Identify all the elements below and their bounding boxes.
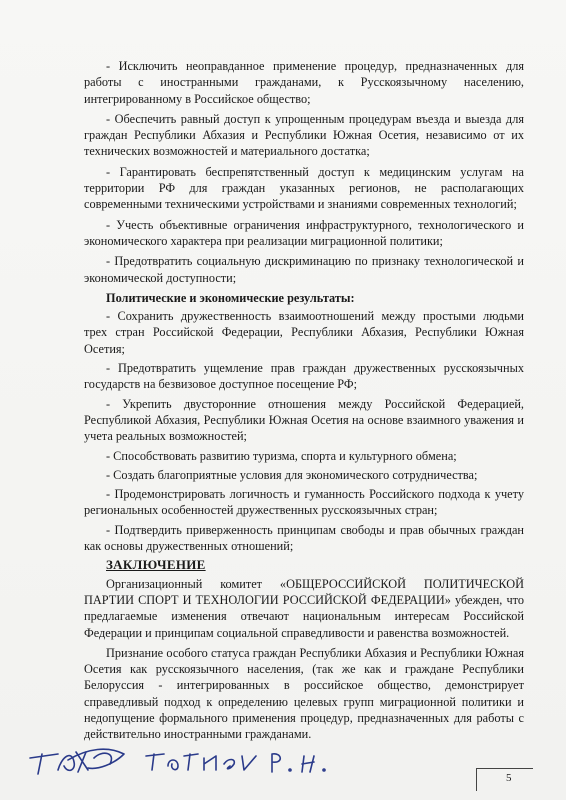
list-item: - Подтвердить приверженность принципам свободы и прав обычных граждан как основы дружественных отношений; (84, 522, 524, 554)
list-item: - Гарантировать беспрепятственный доступ к медицинским услугам на территории РФ для граждан указанных регионов, не располагающих современными техническими устройствами и знаниями современных технологий; (84, 164, 524, 212)
list-item: - Учесть объективные ограничения инфраструктурного, технологического и экономического характера при реализации миграционной политики; (84, 217, 524, 248)
signature-drawing-icon (28, 740, 358, 780)
page-number-label: 5 (506, 772, 512, 784)
document-body (84, 58, 524, 747)
list-item: - Продемонстрировать логичность и гуманность Российского подхода к учету региональных особенностей дружественных русскоязычных стран; (84, 487, 524, 518)
page-number-box (476, 768, 533, 791)
list-item: - Обеспечить равный доступ к упрощенным процедурам въезда и выезда для граждан Республики Абхазия и Республики Южная Осетия, независимо от их технических возможностей и материального достатка; (84, 111, 524, 159)
handwritten-signature (28, 740, 358, 780)
section-heading-results: Политические и экономические результаты: (106, 290, 355, 305)
list-item: - Предотвратить ущемление прав граждан дружественных русскоязычных государств на безвизовое доступное посещение РФ; (84, 361, 524, 392)
page-number (476, 768, 536, 792)
list-item: - Создать благоприятные условия для экономического сотрудничества; (106, 467, 478, 482)
list-item: - Сохранить дружественность взаимоотношений между простыми людьми трех стран Российской Федерации, Республики Абхазия, Республики Южная Осетия; (84, 309, 524, 356)
list-item: - Предотвратить социальную дискриминацию по признаку технологической и экономической доступности; (84, 254, 524, 285)
list-item: - Исключить неоправданное применение процедур, предназначенных для работы с иностранными гражданами, к Русскоязычному населению, интегрированному в Российское общество; (84, 59, 524, 106)
section-heading-conclusion: ЗАКЛЮЧЕНИЕ (106, 557, 206, 573)
list-item: - Способствовать развитию туризма, спорта и культурного обмена; (106, 448, 457, 463)
list-item: - Укрепить двусторонние отношения между Российской Федерацией, Республикой Абхазия, Республики Южная Осетия на основе взаимного уважения и учета реальных возможностей; (84, 396, 524, 444)
conclusion-paragraph: Признание особого статуса граждан Республики Абхазия и Республики Южная Осетия как русскоязычного населения, (так же как и граждане Республики Белоруссия - интегрированных в российское общество, демонстрирует справедливый подход к определению целевых групп миграционной политики и недопущение формального применения процедур, предназначенных для работы с действительно иностранными гражданами. (84, 645, 524, 742)
conclusion-paragraph: Организационный комитет «ОБЩЕРОССИЙСКОЙ ПОЛИТИЧЕСКОЙ ПАРТИИ СПОРТ И ТЕХНОЛОГИИ РОССИЙСКОЙ ФЕДЕРАЦИИ» убежден, что предлагаемые изменения отвечают национальным интересам Российской Федерации и принципам социальной справедливости и равенства возможностей. (84, 576, 524, 640)
